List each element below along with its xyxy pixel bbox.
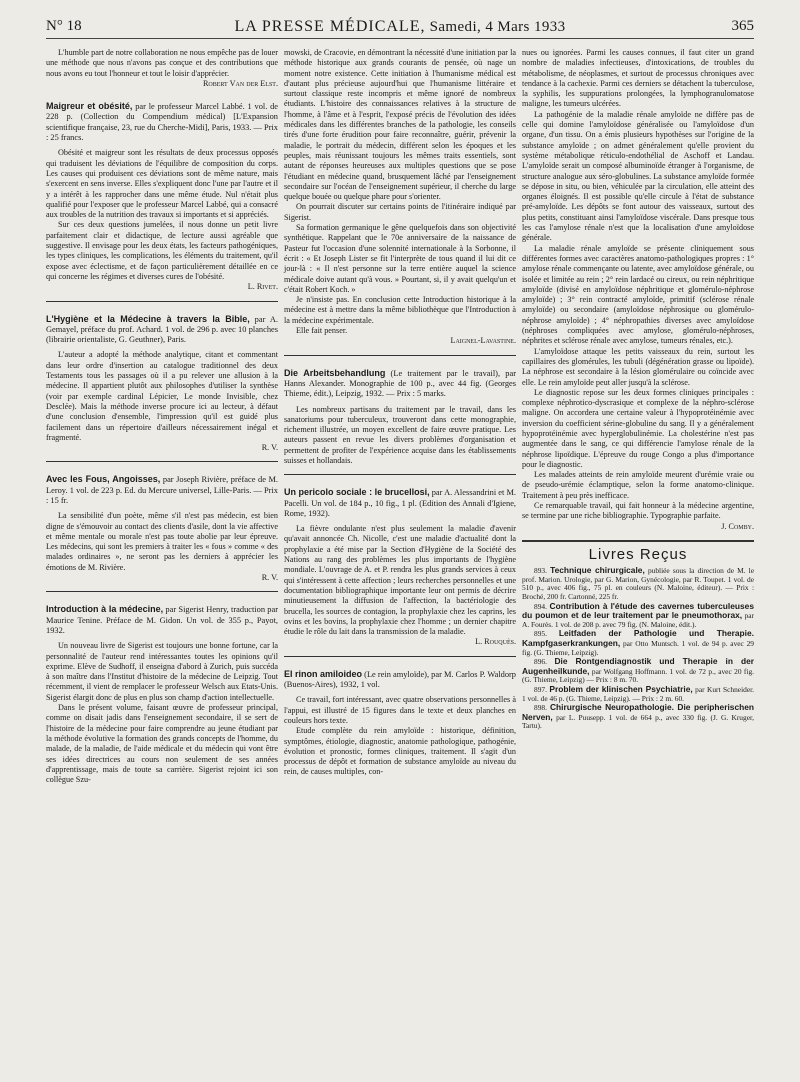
signature: J. Comby. (721, 521, 754, 531)
review-paragraph: La fièvre ondulante n'est plus seulement la maladie d'avenir qu'avait annoncée Ch. Nicolle, c'est une maladie d'actualité dont la prophylaxie a été mise par la Section d'Hygiène de la Société des Nations au rang des problèmes les plus importants de l'hygiène mondiale. L'ouvrage de A. et P. rendra les plus grands services à ceux qui s'intéressent à cette affection ; leurs recherches personnelles et une documentation bibliographique importante leur ont permis de décrire minutieusement la diffusion de l'affection, la bactériologie des brucella, les sources de contagion, la prophylaxie chez les caprins, les ovins et les bovins, la prophylaxie chez l'homme ; un dernier chapitre étudie le rôle du lait dans la transmission de la maladie. (284, 524, 516, 637)
column-3 (522, 48, 754, 731)
review-heading (284, 487, 516, 519)
signature: R. V. (261, 443, 278, 453)
book-title: Avec les Fous, Angoisses, (46, 474, 161, 485)
review-paragraph: La sensibilité d'un poète, même s'il n'est pas médecin, est bien digne de s'émouvoir au contact des clients d'asile, dont la vie affective et même mentale ou morale n'est pas toute abolie par leur épreuve. Les médecins, qui sont les premiers à traiter les « fous » comme « des malades ordinaires », ne seront pas les derniers à apprécier les émotions de M. Rivière. (46, 511, 278, 572)
book-reference: (Le traitement par le travail), par Hanns Alexander. Monographie de 100 p., avec 44 fig. (Georges Thieme, édit.), Leipzig, 1932. — Prix : 5 marks. (284, 368, 516, 399)
book-details: par Wolfgang Hoffmann. 1 vol. de 72 p., avec 20 fig. (G. Thieme, Leipzig) — Prix : 8 m. 70. (522, 666, 754, 685)
review-paragraph: Un nouveau livre de Sigerist est toujours une bonne fortune, car la personnalité de l'auteur rend intéressantes toutes les opinions qu'il exprime. Elève de Sudhoff, il enseigna d'abord à Zurich, puis succéda à son maître dans l'Institut d'histoire de la médecine de Leipzig. Tout récemment, il vient de remplacer le professeur Welsch aux Etats-Unis. Sigerist élargit donc de plus en plus son champ d'action intellectuelle. (46, 641, 278, 702)
review-heading (46, 604, 278, 636)
journal-title (46, 18, 754, 36)
review-paragraph: Sa formation germanique le gêne quelquefois dans son objectivité synthétique. Rappelant que le 70e anniversaire de la naissance de Pasteur fut l'occasion d'une solennité internationale à la Sorbonne, il écrit : « Et Joseph Lister se fit l'interprète de tous quand il lui dit ce jour-là : « Il n'est personne sur la terre entière auquel la science médicale doive autant qu'à vous. » Pourtant, si, il y avait quelqu'un et c'était Robert Koch. » (284, 223, 516, 294)
page-number: 365 (731, 18, 754, 34)
review-paragraph: Sur ces deux questions jumelées, il nous donne un petit livre parfaitement clair et didactique, de lecture aussi agréable que suggestive. Il envisage pour les deux états, les facteurs pathogéniques, les types cliniques, les complications, les éléments du traitement, qu'il expose avec éclectisme, et de façon particulièrement détaillée en ce qui concerne les régimes et diverses cures de l'obésité. (46, 220, 278, 281)
review-heading (284, 669, 516, 691)
section-title: Livres Reçus (588, 545, 688, 563)
book-number: 893. (534, 566, 547, 576)
book-entry (522, 657, 754, 685)
review-paragraph: nues ou ignorées. Parmi les causes connues, il faut citer un grand nombre de maladies infectieuses, d'intoxications, de troubles du métabolisme, de néoplasmes, et surtout de processus chroniques avec tendance à la cachexie. Parmi ces derniers se détachent la tuberculose, la syphilis, les suppurations prolongées, la lymphogranulomatose maligne, les tumeurs ulcérées. (522, 48, 754, 109)
page-header (46, 18, 754, 39)
review-paragraph: Les malades atteints de rein amyloïde meurent d'urémie vraie ou de pseudo-urémie éclamptique, selon la forme anatomo-clinique. Traitement à peu près inefficace. (522, 470, 754, 500)
book-title: L'Hygiène et la Médecine à travers la Bible, (46, 313, 250, 324)
divider (284, 355, 516, 356)
review-paragraph: Ce remarquable travail, qui fait honneur à la médecine argentine, se termine par une riche bibliographie. Typographie parfaite. (522, 501, 754, 521)
issue-number: N° 18 (46, 18, 82, 34)
book-title: Chirurgische Neuropathologie. Die peripherischen Nerven, (522, 702, 754, 722)
book-number: 896. (534, 657, 547, 667)
review-paragraph: Obésité et maigreur sont les résultats de deux processus opposés qui traduisent les déviations de l'équilibre de composition du corps. Les causes qui produisent ces déviations sont de même nature, mais s'exercent en sens inverse. Elles s'expliquent donc l'une par l'autre et il y a intérêt à les rapprocher dans une même étude. Nul n'était plus qualifié pour l'exposer que le professeur Marcel Labbé, qui a consacré aux troubles de la nutrition des travaux si importants et si appréciés. (46, 148, 278, 220)
book-entry (522, 566, 754, 601)
review-heading (46, 474, 278, 506)
book-details: par L. Puusepp. 1 vol. de 664 p., avec 330 fig. (J. G. Kruger, Tartu). (522, 712, 754, 731)
divider (522, 540, 754, 542)
book-title: Contribution à l'étude des cavernes tuberculeuses du poumon et de leur traitement par le pneumothorax, (522, 600, 755, 621)
book-reference: par A. Gemayel, préface du prof. Achard. 1 vol. de 296 p. avec 10 planches (librairie orientaliste, G. Geuthner), Paris. (46, 314, 278, 345)
book-title: El rinon amiloideo (284, 668, 363, 679)
review-paragraph: On pourrait discuter sur certains points de l'itinéraire indiqué par Sigerist. (284, 202, 516, 222)
review-paragraph: La maladie rénale amyloïde se présente cliniquement sous différentes formes avec caractères anatomo-pathologiques propres : 1° amylose rénale commençante ou latente, avec amyloïdose générale, ou isolée et limitée au rein ; 2° rein lardacé ou cireux, ou rein néphritique amyloïde (divisé en amyloïdose néphritique et glomérulo-néphrose amyloïde) ; 3° rein contracté amyloïde, primitif (sclérose rénale amyloïde) ou secondaire (amyloïdose néphrosique ou glomérulo-néphrose amyloïde) ; 4° néphropathies diverses avec amyloïdose (néphroses compliquées avec amylose, glomérulo-néphroses, néphrites et sclérose rénale avec amylose, tumeurs rénales, etc.). (522, 243, 754, 346)
review-paragraph: Etude complète du rein amyloïde : historique, définition, symptômes, étiologie, diagnostic, anatomie pathologique, pathogénie, évolution et pronostic, formes cliniques, traitement. Il s'agit d'un processus de dépôt et formation de substance amyloïde au niveau du rein, de causes multiples, con- (284, 726, 516, 777)
book-title: Technique chirurgicale, (550, 565, 645, 576)
books-received-list (522, 566, 754, 731)
review-paragraph: Je n'insiste pas. En conclusion cette Introduction historique à la médecine est à mettre dans la même bibliothèque que l'Introduction à la médecine expérimentale. (284, 295, 516, 325)
review-paragraph: La pathogénie de la maladie rénale amyloïde ne diffère pas de celle qui domine l'amyloïdose généralisée ou l'amyloïdose d'un organe, d'un tissu. On a émis plusieurs hypothèses sur l'origine de la substance amyloïde ; on admet généralement qu'elle provient du système métabolique réticulo-endothélial de Aschoff et Landau. L'amyloïde serait un composé albuminoïde étranger à l'organisme, de structure analogue aux séro-globulines. La substance amyloïde formée se dépose in situ, ou bien, véhiculée par la circulation, elle atteint des organes éloignés. Il est possible qu'elle circule à l'état de substance pré-amyloïde. Les dépôts se font autour des vaisseaux, surtout des plus petits, constituant ainsi l'amyloïdose viscérale. Dans presque tous les cas l'amylose rénale n'est que la localisation d'une amyloïdose générale. (522, 109, 754, 243)
review-heading (46, 101, 278, 143)
book-entry (522, 685, 754, 703)
journal-name: LA PRESSE MÉDICALE, (234, 18, 426, 35)
book-entry (522, 602, 754, 630)
signature: L. Rivet. (247, 282, 278, 292)
review-paragraph: Les nombreux partisans du traitement par le travail, dans les sanatoriums pour tuberculeux, trouveront dans cette monographie, richement illustrée, un moyen excellent de faire œuvre pratique. Les auteurs passent en revue les divers problèmes d'organisation et permettent de profiter de l'expérience acquise dans les établissements suisses et hollandais. (284, 404, 516, 465)
book-reference: par Sigerist Henry, traduction par Maurice Tenine. Préface de M. Gidon. Un vol. de 355 p., Payot, 1932. (46, 605, 278, 635)
signature: L. Rouquès. (475, 637, 516, 647)
book-details: par Kurt Schneider. 1 vol. de 46 p. (G. Thieme, Leipzig). — Prix : 2 m. 60. (522, 684, 755, 703)
column-1 (46, 48, 278, 785)
book-reference: par le professeur Marcel Labbé. 1 vol. de 228 p. (Collection du Compendium médical) [L'Expansion scientifique française, 23, rue du Cherche-Midi], Paris, 1933. — Prix : 25 francs. (46, 102, 278, 143)
book-reference: par A. Alessandrini et M. Pacelli. Un vol. de 184 p., 10 fig., 1 pl. (Edition des Annali d'Igiene, Rome, 1932). (284, 488, 516, 518)
book-title: Un pericolo sociale : le brucellosi, (284, 487, 430, 498)
intro-paragraph: L'humble part de notre collaboration ne nous empêche pas de louer une méthode que nous n'avons pas conçue et des contributions que nous avons eu tout l'honneur et tout le loisir d'apprécier. (46, 48, 278, 78)
review-paragraph: Le diagnostic repose sur les deux formes cliniques principales : complexe néphrotico-dyscrasique et complexe de la néphro-sclérose maligne. On accordera une certaine valeur à l'hypoprotéinémie avec inversion du coefficient sérine-globuline du sang. Il y a généralement hypoprotéinémie avec hyperglobulinémie. La cholestérine n'est pas augmentée dans le sang, ce qui différencie l'amylose rénale de la néphrose lipoïdique. L'épreuve du rouge Congo a plus d'importance pour le diagnostic. (522, 387, 754, 469)
signature: Robert Van der Elst. (202, 78, 278, 88)
review-heading (46, 314, 278, 346)
divider (284, 656, 516, 657)
review-paragraph: Ce travail, fort intéressant, avec quatre observations personnelles à l'appui, est illustré de 15 figures dans le texte et deux planches en couleurs hors texte. (284, 695, 516, 725)
divider (284, 474, 516, 475)
book-title: Maigreur et obésité, (46, 101, 133, 112)
book-entry (522, 629, 754, 657)
divider (46, 461, 278, 462)
column-2 (284, 48, 516, 778)
book-entry (522, 703, 754, 731)
review-paragraph: L'auteur a adopté la méthode analytique, citant et commentant dans leur ordre d'insertion au catalogue traditionnel des deux Testaments tous les passages où il a pu relever une allusion à la médecine. Il appartient plutôt aux philosophes d'utiliser la synthèse (voir par exemple cardinal Lépicier, Le monde Invisible, chez Desclée). Mais la méthode inverse procure ici au lecteur, à défaut d'une conclusion d'ensemble, l'impression qu'il est guidé plus facilement dans un répertoire d'ailleurs nécessairement inégal et fragmenté. (46, 350, 278, 442)
book-title: Die Rontgendiagnostik und Therapie in der Augenheilkunde, (522, 656, 754, 676)
book-number: 895. (534, 629, 547, 639)
book-title: Problem der klinischen Psychiatrie, (549, 683, 693, 694)
book-title: Die Arbeitsbehandlung (284, 367, 386, 378)
book-number: 894. (534, 601, 547, 611)
review-paragraph: Elle fait penser. (296, 326, 348, 336)
review-paragraph: mowski, de Cracovie, en démontrant la nécessité d'une initiation par la méthode historique aux grands courants de pensée, où nage un moment notre existence. Cette initiation à l'humanisme médical est d'autant plus précieuse aujourd'hui que l'humanisme littéraire et surtout classique reste incompris et même ignoré de nombreux étudiants. L'histoire des connaissances relatives à la structure de l'homme, à l'âme et à l'esprit, l'exposé précis de l'évolution des idées médicales dans les différentes branches de la pathologie, les conseils tirés d'une forte érudition pour faire reconnaître, guérir, prévenir la maladie, le portrait du médecin, différent selon les époques et les peuples, mais réunissant toujours les mêmes traits essentiels, sont autant de réponses heureuses aux multiples questions que se pose l'étudiant en médecine quand, brusquement lâché par l'enseignement secondaire sur l'océan de l'enseignement supérieur, il cherche du large quelque bouée ou quelque phare pour s'orienter. (284, 48, 516, 202)
book-reference: (Le rein amyloïde), par M. Carlos P. Waldorp (Buenos-Aires), 1932, 1 vol. (284, 669, 516, 690)
signature: Laignel-Lavastine. (450, 336, 516, 346)
book-number: 897. (534, 684, 547, 694)
book-details: publiée sous la direction de M. le prof. Marion. Urologie, par G. Marion, Gynécologie, par R. Toupet. 1 vol. de 510 p., avec 406 fig., 75 pl. en couleurs (N. Maloine, éditeur). — Prix : Broché, 200 fr. Cartonné, 225 fr. (522, 566, 755, 602)
book-title: Introduction à la médecine, (46, 604, 164, 615)
book-reference: par Joseph Rivière, préface de M. Leroy. 1 vol. de 223 p. Ed. du Mercure universel, Lille-Paris. — Prix : 15 fr. (46, 475, 279, 505)
book-details: par Otto Muntsch. 1 vol. de 94 p. avec 29 fig. (G. Thieme, Leipzig). (522, 639, 754, 657)
book-details: par A. Fourès. 1 vol. de 208 p. avec 79 fig. (N. Maloine, édit.). (522, 611, 754, 629)
book-number: 898. (534, 703, 547, 713)
divider (46, 301, 278, 302)
review-paragraph: Dans le présent volume, faisant œuvre de professeur principal, comme on disait jadis dans l'enseignement secondaire, il se sert de l'histoire de la médecine pour faire comprendre au jeune étudiant par la méthode évolutive la formation des grands concepts de l'homme, du malade, de la maladie, de l'aide médicale et du médecin qui vont être ses idées directrices au cours non seulement de ses années d'apprentissage, mais de toute sa carrière. Sigerist rejoint ici son collègue Szu- (46, 703, 278, 785)
review-heading (284, 368, 516, 400)
divider (46, 591, 278, 592)
issue-date: Samedi, 4 Mars 1933 (429, 19, 566, 35)
book-title: Leitfaden der Pathologie und Therapie. Kampfgaserkrankungen, (522, 628, 754, 648)
review-paragraph: L'amyloïdose attaque les petits vaisseaux du rein, surtout les capillaires des glomérules, les tubuli (dégénération grasse ou lipoïde). La néphrose est secondaire à la lésion glomérulaire ou coïncide avec elle. Le rein amyloïde peut aller jusqu'à la sclérose. (522, 346, 754, 387)
signature: R. V. (261, 573, 278, 583)
